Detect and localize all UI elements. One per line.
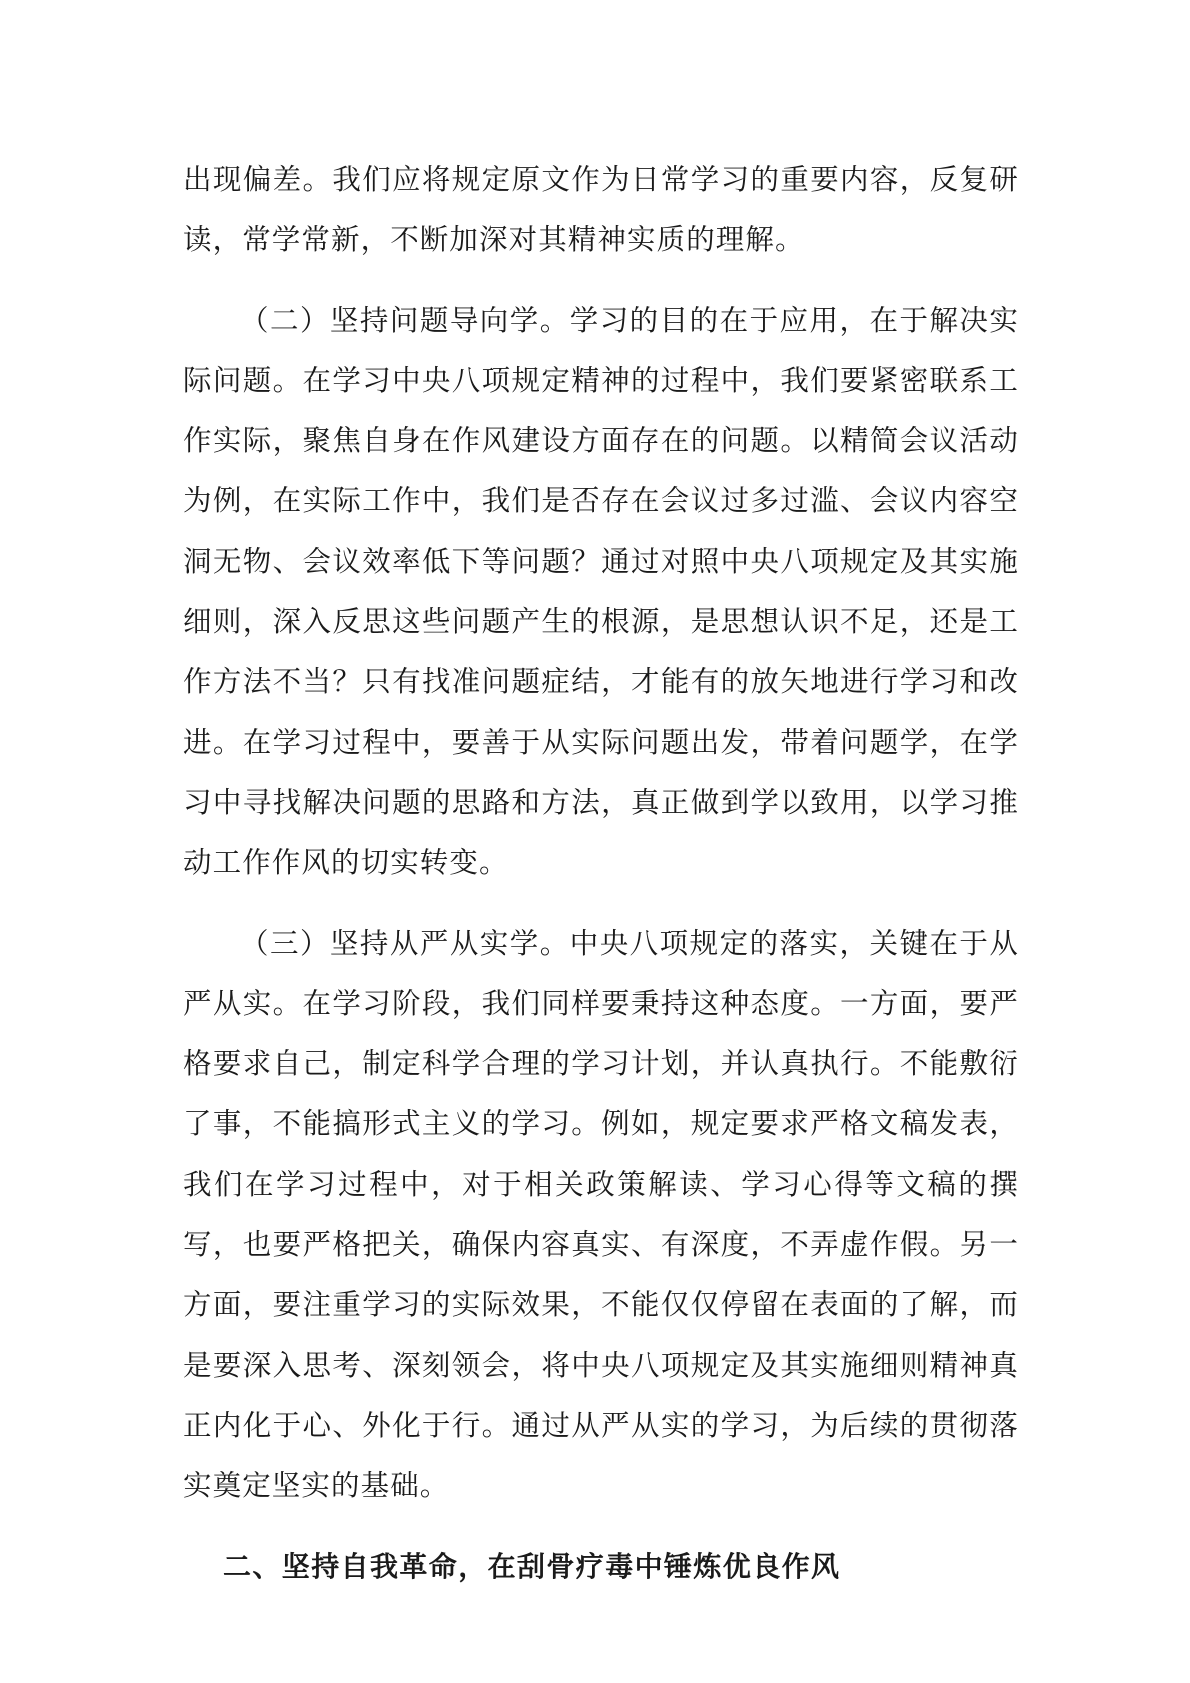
paragraph-problem-oriented-study: （二）坚持问题导向学。学习的目的在于应用，在于解决实际问题。在学习中央八项规定精神的过程中，我们要紧密联系工作实际，聚焦自身在作风建设方面存在的问题。以精简会议活动为例，在实际工作中，我们是否存在会议过多过滥、会议内容空洞无物、会议效率低下等问题？通过对照中央八项规定及其实施细则，深入反思这些问题产生的根源，是思想认识不足，还是工作方法不当？只有找准问题症结，才能有的放矢地进行学习和改进。在学习过程中，要善于从实际问题出发，带着问题学，在学习中寻找解决问题的思路和方法，真正做到学以致用，以学习推动工作作风的切实转变。 (183, 303, 1019, 880)
paragraph-spacer (183, 1517, 1019, 1537)
paragraph-continuation: 出现偏差。我们应将规定原文作为日常学习的重要内容，反复研读，常学常新，不断加深对其精神实质的理解。 (183, 163, 1019, 257)
paragraph-spacer (183, 271, 1019, 291)
paragraph-strict-practical-study: （三）坚持从严从实学。中央八项规定的落实，关键在于从严从实。在学习阶段，我们同样要秉持这种态度。一方面，要严格要求自己，制定科学合理的学习计划，并认真执行。不能敷衍了事，不能搞形式主义的学习。例如，规定要求严格文稿发表，我们在学习过程中，对于相关政策解读、学习心得等文稿的撰写，也要严格把关，确保内容真实、有深度，不弄虚作假。另一方面，要注重学习的实际效果，不能仅仅停留在表面的了解，而是要深入思考、深刻领会，将中央八项规定及其实施细则精神真正内化于心、外化于行。通过从严从实的学习，为后续的贯彻落实奠定坚实的基础。 (183, 926, 1019, 1503)
section-heading: 二、坚持自我革命，在刮骨疗毒中锤炼优良作风 (223, 1549, 841, 1583)
paragraph-spacer (183, 894, 1019, 914)
document-body (183, 150, 1019, 1597)
